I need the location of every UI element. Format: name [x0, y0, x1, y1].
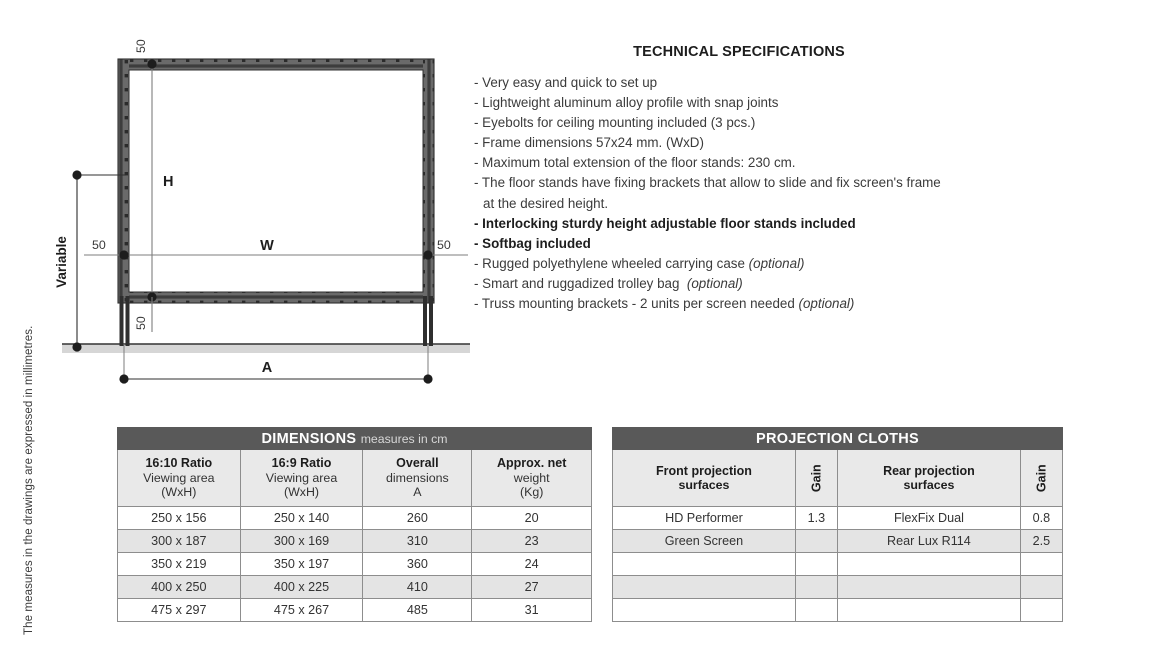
label-margin-top: 50 [134, 39, 148, 53]
dimensions-column-header-line: 16:9 Ratio [271, 456, 332, 471]
cloths-gain-header-label: Gain [1034, 464, 1049, 492]
cloths-gain-header [1020, 450, 1062, 507]
spec-item-optional: (optional) [748, 255, 805, 271]
spec-item-optional: (optional) [686, 275, 743, 291]
cloths-table-body [613, 507, 1063, 622]
table-row [613, 599, 1063, 622]
technical-specifications [474, 44, 1094, 314]
dimension-h [147, 59, 156, 303]
cloths-header-row [613, 450, 1063, 507]
dimensions-cell: 23 [472, 530, 592, 553]
cloths-cell: 0.8 [1020, 507, 1062, 530]
specs-title: TECHNICAL SPECIFICATIONS [633, 44, 845, 60]
cloths-column-header-line: surfaces [678, 478, 730, 492]
dimensions-column-header-line: 16:10 Ratio [145, 456, 213, 471]
dimensions-column-header [363, 450, 472, 507]
table-row [118, 530, 592, 553]
cloths-column-header-line: Front projection [656, 463, 752, 478]
dimensions-cell: 300 x 187 [118, 530, 241, 553]
cloths-gain-header [795, 450, 837, 507]
dimensions-cell: 260 [363, 507, 472, 530]
dimensions-column-header [472, 450, 592, 507]
cloths-cell [613, 553, 796, 576]
cloths-cell [837, 576, 1020, 599]
cloths-cell: 1.3 [795, 507, 837, 530]
dimensions-title-cell [118, 428, 592, 450]
cloths-cell [795, 599, 837, 622]
cloths-cell [1020, 553, 1062, 576]
cloths-cell [795, 530, 837, 553]
dimensions-column-header-line: (Kg) [519, 485, 544, 500]
dimensions-title: DIMENSIONS [261, 430, 357, 447]
spec-item-text: at the desired height. [483, 195, 609, 211]
spec-item [474, 73, 1094, 93]
spec-item-text: - Interlocking sturdy height adjustable floor stands included [474, 215, 856, 231]
cloths-cell [837, 553, 1020, 576]
spec-item-text: - Truss mounting brackets - 2 units per screen needed [474, 296, 799, 312]
spec-item-text: - Rugged polyethylene wheeled carrying case [474, 255, 749, 271]
spec-item [474, 274, 1094, 294]
cloths-gain-header-label: Gain [809, 464, 824, 492]
dimensions-column-header-line: A [413, 485, 422, 500]
spec-item [474, 234, 1094, 254]
table-row [613, 553, 1063, 576]
dimensions-table [117, 427, 592, 622]
spec-item [474, 214, 1094, 234]
dimensions-cell: 360 [363, 553, 472, 576]
dimensions-table-head [118, 428, 592, 507]
cloths-title-cell: PROJECTION CLOTHS [613, 428, 1063, 450]
spec-item-text: - Eyebolts for ceiling mounting included (3 pcs.) [474, 115, 756, 131]
spec-item-optional: (optional) [798, 296, 855, 312]
spec-item [474, 133, 1094, 153]
dimensions-column-header-line: weight [513, 470, 550, 485]
dimensions-cell: 27 [472, 576, 592, 599]
cloths-cell [837, 599, 1020, 622]
projection-cloths-table [612, 427, 1063, 622]
spec-item [474, 294, 1094, 314]
cloths-cell [1020, 576, 1062, 599]
technical-drawing [0, 0, 470, 400]
dimensions-cell: 400 x 250 [118, 576, 241, 599]
cloths-cell [613, 599, 796, 622]
spec-item [474, 113, 1094, 133]
dimensions-cell: 350 x 219 [118, 553, 241, 576]
cloths-column-header [613, 450, 796, 507]
dimensions-title-sub: measures in cm [360, 431, 448, 446]
table-row [613, 530, 1063, 553]
dimensions-column-header-line: (WxH) [161, 485, 197, 500]
table-row [118, 507, 592, 530]
label-variable: Variable [54, 236, 69, 288]
cloths-cell [1020, 599, 1062, 622]
label-margin-left: 50 [92, 238, 106, 252]
dimensions-table-body [118, 507, 592, 622]
cloths-cell [795, 553, 837, 576]
dimensions-column-header-line: Approx. net [496, 456, 567, 471]
dimensions-cell: 485 [363, 599, 472, 622]
spec-item-text: - Very easy and quick to set up [474, 75, 658, 90]
dimensions-cell: 475 x 267 [240, 599, 363, 622]
dimensions-cell: 475 x 297 [118, 599, 241, 622]
spec-item-text: - Maximum total extension of the floor stands: 230 cm. [474, 155, 796, 171]
table-row [118, 576, 592, 599]
dimensions-cell: 310 [363, 530, 472, 553]
cloths-column-header [837, 450, 1020, 507]
dimensions-column-header-line: Viewing area [143, 470, 215, 485]
dimension-w [84, 250, 468, 259]
dimensions-cell: 250 x 156 [118, 507, 241, 530]
label-margin-right: 50 [437, 238, 451, 252]
dimensions-column-header-line: dimensions [386, 470, 449, 485]
spec-item [474, 194, 1094, 214]
dimensions-cell: 250 x 140 [240, 507, 363, 530]
specs-list [474, 73, 1094, 314]
dimensions-column-header-line: (WxH) [283, 485, 320, 500]
cloths-cell [613, 576, 796, 599]
cloths-cell: Rear Lux R114 [837, 530, 1020, 553]
table-row [118, 599, 592, 622]
cloths-cell [795, 576, 837, 599]
label-a: A [261, 360, 273, 376]
dimensions-cell: 350 x 197 [240, 553, 363, 576]
spec-item-text: - Lightweight aluminum alloy profile with snap joints [474, 95, 779, 111]
drawing-svg [0, 0, 470, 400]
spec-item-text: - The floor stands have fixing brackets that allow to slide and fix screen's frame [474, 175, 941, 191]
table-row [613, 507, 1063, 530]
cloths-title-row [613, 428, 1063, 450]
spec-item [474, 93, 1094, 113]
side-caption: The measures in the drawings are expressed in millimetres. [23, 325, 35, 635]
dimensions-column-header-line: Overall [396, 456, 439, 471]
dimensions-cell: 400 x 225 [240, 576, 363, 599]
spec-item [474, 254, 1094, 274]
dimensions-column-header-line: Viewing area [265, 470, 338, 485]
cloths-cell: FlexFix Dual [837, 507, 1020, 530]
cloths-column-header-line: surfaces [903, 478, 955, 492]
table-row [118, 553, 592, 576]
spec-item [474, 173, 1094, 193]
cloths-cell: 2.5 [1020, 530, 1062, 553]
label-w: W [260, 238, 274, 254]
dimensions-header-row [118, 450, 592, 507]
spec-item [474, 153, 1094, 173]
label-h: H [163, 174, 174, 190]
cloths-cell: Green Screen [613, 530, 796, 553]
dimensions-column-header [240, 450, 363, 507]
dimensions-cell: 31 [472, 599, 592, 622]
dimensions-cell: 24 [472, 553, 592, 576]
dimensions-title-row [118, 428, 592, 450]
label-margin-bottom: 50 [134, 316, 148, 330]
spec-item-text: - Softbag included [474, 235, 591, 251]
dimensions-cell: 410 [363, 576, 472, 599]
dimensions-cell: 20 [472, 507, 592, 530]
cloths-cell: HD Performer [613, 507, 796, 530]
table-row [613, 576, 1063, 599]
dimensions-cell: 300 x 169 [240, 530, 363, 553]
cloths-column-header-line: Rear projection [883, 463, 975, 478]
spec-item-text: - Smart and ruggadized trolley bag [474, 275, 687, 291]
dimensions-column-header [118, 450, 241, 507]
spec-item-text: - Frame dimensions 57x24 mm. (WxD) [474, 135, 704, 151]
cloths-table-head [613, 428, 1063, 507]
